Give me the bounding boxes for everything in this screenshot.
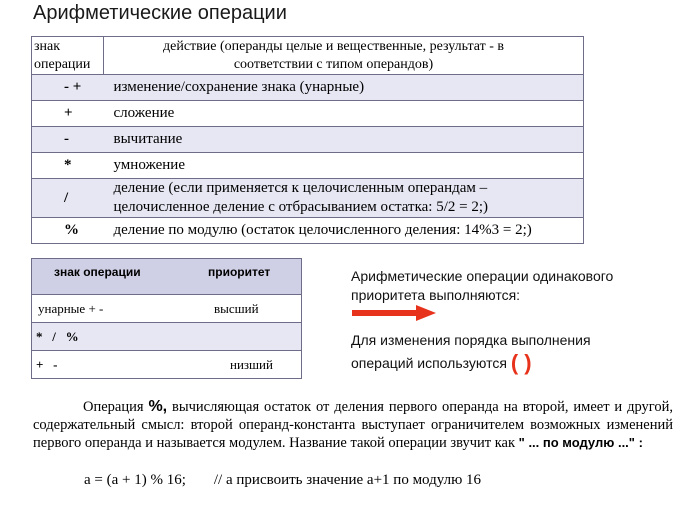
priority-header-ops: знак операции [32,259,185,295]
paragraph-op: %, [148,398,168,415]
operations-table [31,36,584,244]
table-row [32,127,584,153]
parentheses-symbol: ( ) [510,350,532,375]
priority-row [32,295,302,323]
priority-table [31,258,302,379]
priority-ops: унарные + - [32,295,185,323]
description-paragraph [33,398,673,452]
operator-action-line2: целочисленное деление с отбрасыванием остатка: 5/2 = 2;) [113,199,489,215]
operator-action: изменение/сохранение знака (унарные) [104,75,584,101]
paragraph-part1: Операция [83,399,149,415]
priority-level: низший [184,351,302,379]
operator-symbol: / [32,179,104,218]
operator-symbol: - [32,127,104,153]
table-row [32,75,584,101]
priority-header-row [32,259,302,295]
priority-level [184,323,302,351]
operator-action [104,179,584,218]
priority-ops: + - [32,351,185,379]
operator-symbol: % [32,218,104,244]
header-symbol-line2: операции [34,57,91,72]
header-symbol-cell [32,37,104,75]
priority-row [32,323,302,351]
header-action-line2: соответствии с типом операндов) [233,57,434,72]
operator-action: сложение [104,101,584,127]
code-statement: a = (a + 1) % 16; [84,472,186,488]
page-title: Арифметические операции [33,2,287,24]
operator-action: умножение [104,153,584,179]
table-row [32,218,584,244]
priority-ops: * / % [32,323,185,351]
side-note-line4-wrap [351,350,532,375]
priority-header-level: приоритет [184,259,302,295]
priority-level: высший [184,295,302,323]
paragraph-say: " ... по модулю ..." : [518,435,643,450]
side-note-line3: Для изменения порядка выполнения [351,332,591,348]
operator-symbol: + [32,101,104,127]
side-note-line2: приоритета выполняются: [351,287,521,303]
code-example [84,472,481,489]
table-row [32,179,584,218]
arrow-right-icon [352,305,436,321]
table-header-row [32,37,584,75]
header-action-cell [104,37,584,75]
code-comment: // а присвоить значение а+1 по модулю 16 [213,472,482,488]
side-note-line4: операций используются [351,355,507,371]
side-note-line1: Арифметические операции одинакового [351,268,614,284]
operator-action: вычитание [104,127,584,153]
operator-action: деление по модулю (остаток целочисленного деления: 14%3 = 2;) [104,218,584,244]
table-row [32,153,584,179]
operator-symbol: * [32,153,104,179]
header-action-line1: действие (операнды целые и вещественные, результат - в [162,39,505,54]
paragraph-part2: вычисляющая остаток от деления первого операнда на второй, имеет и другой, содержательный смысл: второй операнд-константа выступает ограничителем возможных изменений первого операнда и называется модулем. Название такой операции звучит как [33,399,673,451]
table-row [32,101,584,127]
header-symbol-line1: знак [34,39,61,54]
operator-symbol: - + [32,75,104,101]
priority-row [32,351,302,379]
operator-action-line1: деление (если применяется к целочисленным операндам – [113,180,488,196]
